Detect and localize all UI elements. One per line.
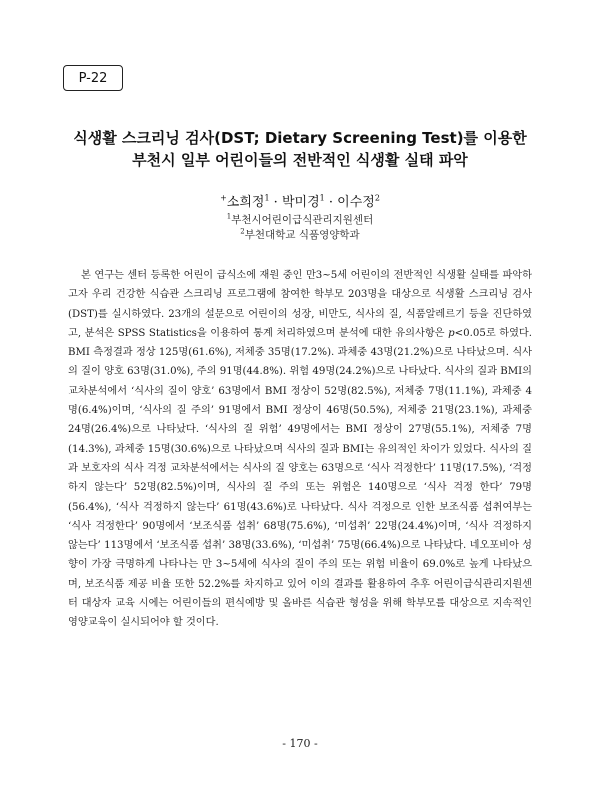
author-affil-mark: 2 (374, 193, 380, 203)
poster-label: P-22 (63, 65, 123, 91)
abstract-text: 본 연구는 센터 등록한 어린이 급식소에 재원 중인 만3~5세 어린이의 전반적인 식생활 실태를 파악하고자 우리 건강한 식습관 스크리닝 프로그램에 참여한 학부모 203명을 대상으로 식생활 스크리닝 검사(DST)를 실시하였다. 23개의 설문으로 어린이의 성장, 비만도, 식사의 질, 식품알레르기 등을 진단하였고, 분석은 SPSS Statistics을 이용하여 통계 처리하였으며 분석에 대한 유의사항은 (68, 270, 532, 339)
author-affil-mark: 1 (264, 193, 270, 203)
abstract (68, 266, 532, 633)
p-value-symbol: p (448, 327, 455, 339)
author-name: 박미경 (281, 195, 320, 210)
affiliation (40, 212, 560, 227)
affiliation-text: 부천시어린이급식관리지원센터 (231, 214, 374, 226)
title-line-2: 부천시 일부 어린이들의 전반적인 식생활 실태 파악 (132, 151, 468, 169)
abstract-paragraph (68, 266, 532, 633)
author-separator: · (324, 195, 338, 210)
affiliation-mark: 2 (240, 227, 245, 236)
affiliation-mark: 1 (226, 212, 232, 221)
author-affil-mark: 1 (319, 193, 325, 203)
author-list (40, 191, 560, 210)
author-name: 소희정 (226, 195, 265, 210)
affiliation-text: 부천대학교 식품영양학과 (244, 229, 360, 241)
corresponding-mark: + (220, 193, 227, 203)
abstract-text: <0.05로 하였다. BMI 측정결과 정상 125명(61.6%), 저체중 35명(17.2%). 과체중 43명(21.2%)으로 나타났으며. 식사의 질이 양호 63명(31.0%), 주의 91명(44.8%). 위험 49명(24.2%)으로 나타났다. 식사의 질과 BMI의 교차분석에서 ‘식사의 질이 양호’ 63명에서 BMI 정상이 52명(82.5%), 저체중 7명(11.1%), 과체중 4명(6.4%)이며, ‘식사의 질 주의’ 91명에서 BMI 정상이 46명(50.5%), 저체중 21명(23.1%), 과체중 24명(26.4%)으로 나타났다. ‘식사의 질 위험’ 49명에서는 BMI 정상이 27명(55.1%), 저체중 7명(14.3%), 과체중 15명(30.6%)으로 나타났으며 식사의 질과 BMI는 유의적인 차이가 있었다. 식사의 질과 보호자의 식사 걱정 교차분석에서는 식사의 질 양호는 63명으로 ‘식사 걱정한다’ 11명(17.5%), ‘걱정하지 않는다’ 52명(82.5%)이며, 식사의 질 주의 또는 위험은 140명으로 ‘식사 걱정 한다’ 79명(56.4%), ‘식사 걱정하지 않는다’ 61명(43.6%)로 나타났다. 식사 걱정으로 인한 보조식품 섭취여부는 ‘식사 걱정한다’ 90명에서 ‘보조식품 섭취’ 68명(75.6%), ‘미섭취’ 22명(24.4%)이며, ‘식사 걱정하지 않는다’ 113명에서 ‘보조식품 섭취’ 38명(33.6%), ‘미섭취’ 75명(66.4%)으로 나타났다. 네오포비아 성향이 가장 극명하게 나타나는 만 3~5세에 식사의 질이 주의 또는 위험 비율이 69.0%로 높게 나타났으며, 보조식품 제공 비율 또한 52.2%를 차지하고 있어 이의 결과를 활용하여 추후 어린이급식관리지원센터 대상자 교육 시에는 어린이들의 편식예방 및 올바른 식습관 형성을 위해 학부모를 대상으로 지속적인 영양교육이 실시되어야 할 것이다. (68, 327, 532, 629)
paper-title (40, 127, 560, 171)
author-name: 이수정 (337, 195, 375, 210)
affiliation (40, 227, 560, 242)
page-number: - 170 - (282, 737, 318, 750)
title-line-1: 식생활 스크리닝 검사(DST; Dietary Screening Test)를 이용한 (73, 129, 527, 147)
author-separator: · (269, 195, 282, 210)
